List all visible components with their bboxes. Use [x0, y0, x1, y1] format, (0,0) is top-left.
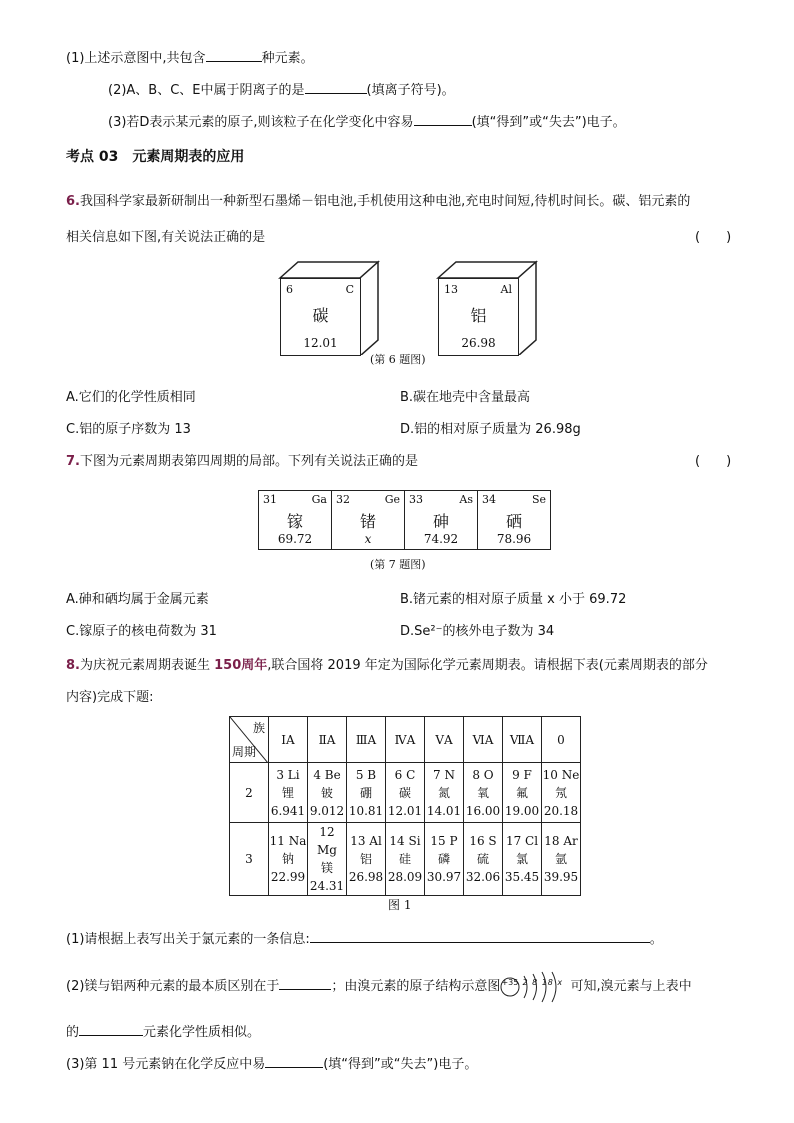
cube-face	[438, 278, 519, 356]
atomic-mass: 12.01	[303, 336, 338, 350]
figure-caption: (第 7 题图)	[370, 558, 426, 571]
answer-paren[interactable]: ( )	[695, 230, 732, 245]
periodic-table	[229, 716, 581, 896]
element-cell: 13 Al 铝 26.98	[347, 823, 386, 896]
element-cell: 7 N 氮 14.01	[425, 763, 464, 823]
option-b[interactable]: B.锗元素的相对原子质量 x 小于 69.72	[400, 592, 627, 607]
answer-blank[interactable]	[279, 977, 331, 990]
q5-sub2: (2)A、B、C、E中属于阴离子的是 (填离子符号)。	[108, 83, 455, 98]
element-cube-aluminum	[432, 260, 542, 355]
group-header: ⅢA	[347, 717, 386, 763]
group-header: ⅤA	[425, 717, 464, 763]
atom-shells-icon	[500, 970, 570, 1004]
group-header: ⅦA	[503, 717, 542, 763]
group-header: ⅠA	[269, 717, 308, 763]
q8-sub2-line2: 的 元素化学性质相似。	[66, 1025, 261, 1040]
table-row	[230, 823, 581, 896]
section-heading: 考点 03 元素周期表的应用	[66, 149, 245, 165]
group-header: ⅡA	[308, 717, 347, 763]
element-cell: 9 F 氟 19.00	[503, 763, 542, 823]
element-cell: 31 Ga 镓 69.72	[259, 491, 332, 549]
element-cell: 15 P 磷 30.97	[425, 823, 464, 896]
option-d[interactable]: D.铝的相对原子质量为 26.98g	[400, 422, 581, 437]
bromine-structure-diagram: +35 2 8 18 x	[500, 980, 570, 994]
answer-blank[interactable]	[310, 930, 650, 943]
element-cell: 5 B 硼 10.81	[347, 763, 386, 823]
element-symbol: Al	[500, 283, 512, 296]
group-header: 0	[542, 717, 581, 763]
answer-blank[interactable]	[414, 113, 472, 126]
element-name: 碳	[312, 306, 329, 325]
element-symbol: C	[345, 283, 354, 296]
element-cell: 6 C 碳 12.01	[386, 763, 425, 823]
period-label: 2	[230, 763, 269, 823]
q6-stem-line1: 6.我国科学家最新研制出一种新型石墨烯－铝电池,手机使用这种电池,充电时间短,待机时间长。碳、铝元素的	[66, 194, 691, 209]
element-cell: 4 Be 铍 9.012	[308, 763, 347, 823]
option-b[interactable]: B.碳在地壳中含量最高	[400, 390, 531, 405]
element-cell: 32 Ge 锗 x	[332, 491, 405, 549]
cube-face	[280, 278, 361, 356]
figure-caption: (第 6 题图)	[370, 353, 426, 366]
element-cell: 33 As 砷 74.92	[405, 491, 478, 549]
period-label: 3	[230, 823, 269, 896]
option-a[interactable]: A.砷和硒均属于金属元素	[66, 592, 209, 607]
question-number: 7.	[66, 454, 80, 469]
element-cell: 10 Ne 氖 20.18	[542, 763, 581, 823]
element-cube-carbon	[274, 260, 384, 355]
question-number: 8.	[66, 658, 80, 673]
atomic-number: 13	[444, 283, 458, 296]
answer-blank[interactable]	[265, 1055, 323, 1068]
atomic-mass: 26.98	[461, 336, 496, 350]
group-header: ⅥA	[464, 717, 503, 763]
element-cell: 11 Na 钠 22.99	[269, 823, 308, 896]
option-d[interactable]: D.Se²⁻的核外电子数为 34	[400, 624, 555, 639]
element-name: 铝	[470, 306, 487, 325]
q5-sub1: (1)上述示意图中,共包含 种元素。	[66, 51, 314, 66]
option-c[interactable]: C.镓原子的核电荷数为 31	[66, 624, 217, 639]
q8-sub2: (2)镁与铝两种元素的最本质区别在于 ；由溴元素的原子结构示意图 +35 2 8 18 x 可知,溴元素与上表中	[66, 975, 692, 994]
group-header: ⅣA	[386, 717, 425, 763]
element-cell: 14 Si 硅 28.09	[386, 823, 425, 896]
q5-sub3: (3)若D表示某元素的原子,则该粒子在化学变化中容易 (填“得到”或“失去”)电子。	[108, 115, 626, 130]
q8-sub1: (1)请根据上表写出关于氯元素的一条信息: 。	[66, 932, 663, 947]
element-cell: 12 Mg 镁 24.31	[308, 823, 347, 896]
q8-stem-line2: 内容)完成下题:	[66, 690, 154, 705]
option-c[interactable]: C.铝的原子序数为 13	[66, 422, 191, 437]
element-cell: 18 Ar 氩 39.95	[542, 823, 581, 896]
answer-blank[interactable]	[79, 1023, 143, 1036]
answer-blank[interactable]	[305, 81, 367, 94]
period4-strip	[258, 490, 551, 550]
option-a[interactable]: A.它们的化学性质相同	[66, 390, 196, 405]
question-number: 6.	[66, 194, 80, 209]
q8-stem-line1: 8.为庆祝元素周期表诞生 150周年,联合国将 2019 年定为国际化学元素周期表。请根据下表(元素周期表的部分	[66, 658, 708, 673]
table-corner: 族 周期	[230, 717, 269, 763]
answer-blank[interactable]	[206, 49, 262, 62]
element-cell: 8 O 氧 16.00	[464, 763, 503, 823]
q7-stem: 7.下图为元素周期表第四周期的局部。下列有关说法正确的是	[66, 454, 418, 469]
table-row	[230, 763, 581, 823]
figure-caption: 图 1	[388, 898, 412, 912]
element-cell: 16 S 硫 32.06	[464, 823, 503, 896]
answer-paren[interactable]: ( )	[695, 454, 732, 469]
atomic-number: 6	[286, 283, 293, 296]
q6-stem-line2: 相关信息如下图,有关说法正确的是	[66, 230, 266, 245]
element-cell: 34 Se 硒 78.96	[482, 493, 546, 546]
element-cell: 3 Li 锂 6.941	[269, 763, 308, 823]
q8-sub3: (3)第 11 号元素钠在化学反应中易 (填“得到”或“失去”)电子。	[66, 1057, 478, 1072]
element-cell: 17 Cl 氯 35.45	[503, 823, 542, 896]
